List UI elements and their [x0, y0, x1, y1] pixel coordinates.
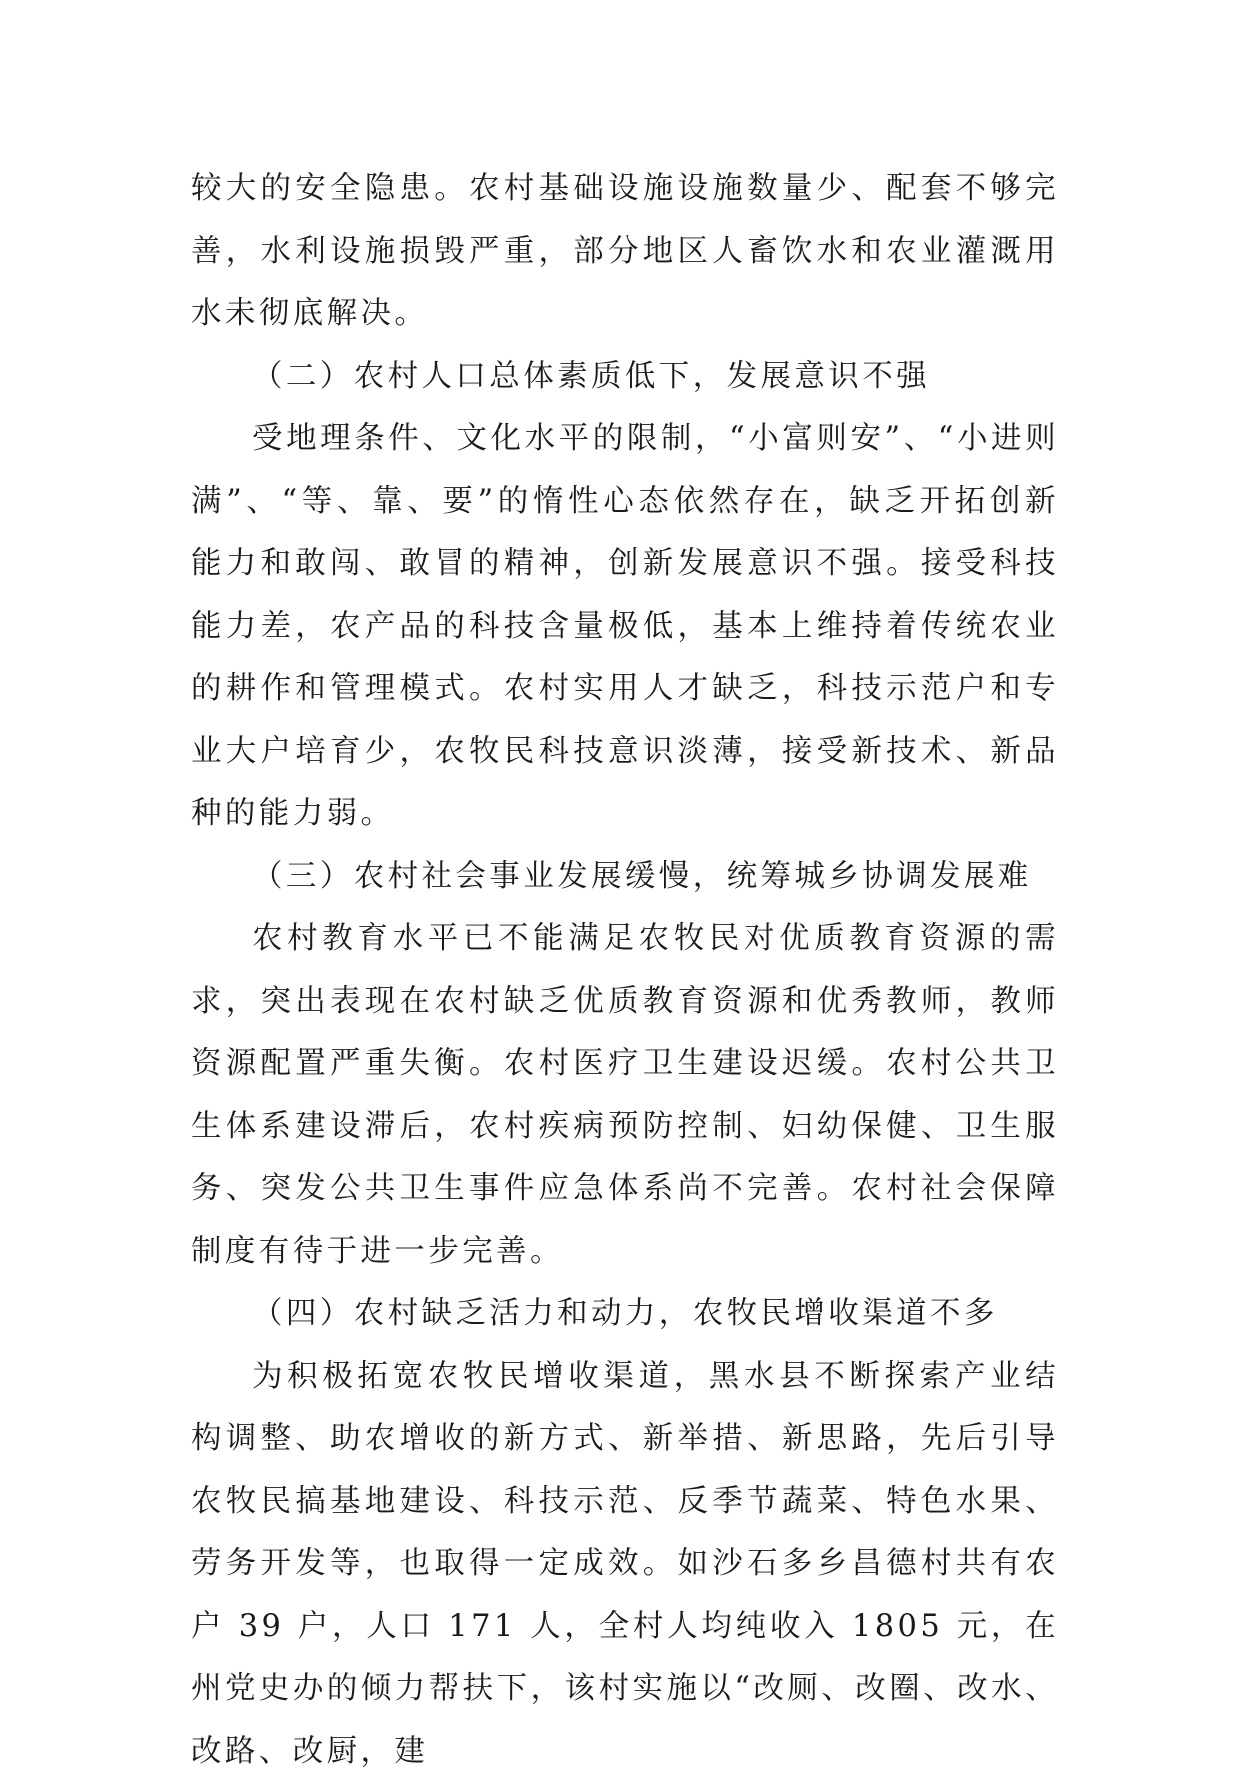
- section-heading-2: （二）农村人口总体素质低下，发展意识不强: [191, 346, 1059, 409]
- document-body: [191, 158, 1059, 1783]
- paragraph-income-channels: 为积极拓宽农牧民增收渠道，黑水县不断探索产业结构调整、助农增收的新方式、新举措、新思路，先后引导农牧民搞基地建设、科技示范、反季节蔬菜、特色水果、劳务开发等，也取得一定成效。如沙石多乡昌德村共有农户 39 户，人口 171 人，全村人均纯收入 1805 元，在州党史办的倾力帮扶下，该村实施以“改厕、改圈、改水、改路、改厨，建: [191, 1346, 1059, 1783]
- paragraph-social-services: 农村教育水平已不能满足农牧民对优质教育资源的需求，突出表现在农村缺乏优质教育资源和优秀教师，教师资源配置严重失衡。农村医疗卫生建设迟缓。农村公共卫生体系建设滞后，农村疾病预防控制、妇幼保健、卫生服务、突发公共卫生事件应急体系尚不完善。农村社会保障制度有待于进一步完善。: [191, 908, 1059, 1283]
- section-heading-3: （三）农村社会事业发展缓慢，统筹城乡协调发展难: [191, 846, 1059, 909]
- section-heading-4: （四）农村缺乏活力和动力，农牧民增收渠道不多: [191, 1283, 1059, 1346]
- paragraph-infrastructure-continued: 较大的安全隐患。农村基础设施设施数量少、配套不够完善，水利设施损毁严重，部分地区人畜饮水和农业灌溉用水未彻底解决。: [191, 158, 1059, 346]
- paragraph-population-quality: 受地理条件、文化水平的限制，“小富则安”、“小进则满”、“等、靠、要”的惰性心态依然存在，缺乏开拓创新能力和敢闯、敢冒的精神，创新发展意识不强。接受科技能力差，农产品的科技含量极低，基本上维持着传统农业的耕作和管理模式。农村实用人才缺乏，科技示范户和专业大户培育少，农牧民科技意识淡薄，接受新技术、新品种的能力弱。: [191, 408, 1059, 846]
